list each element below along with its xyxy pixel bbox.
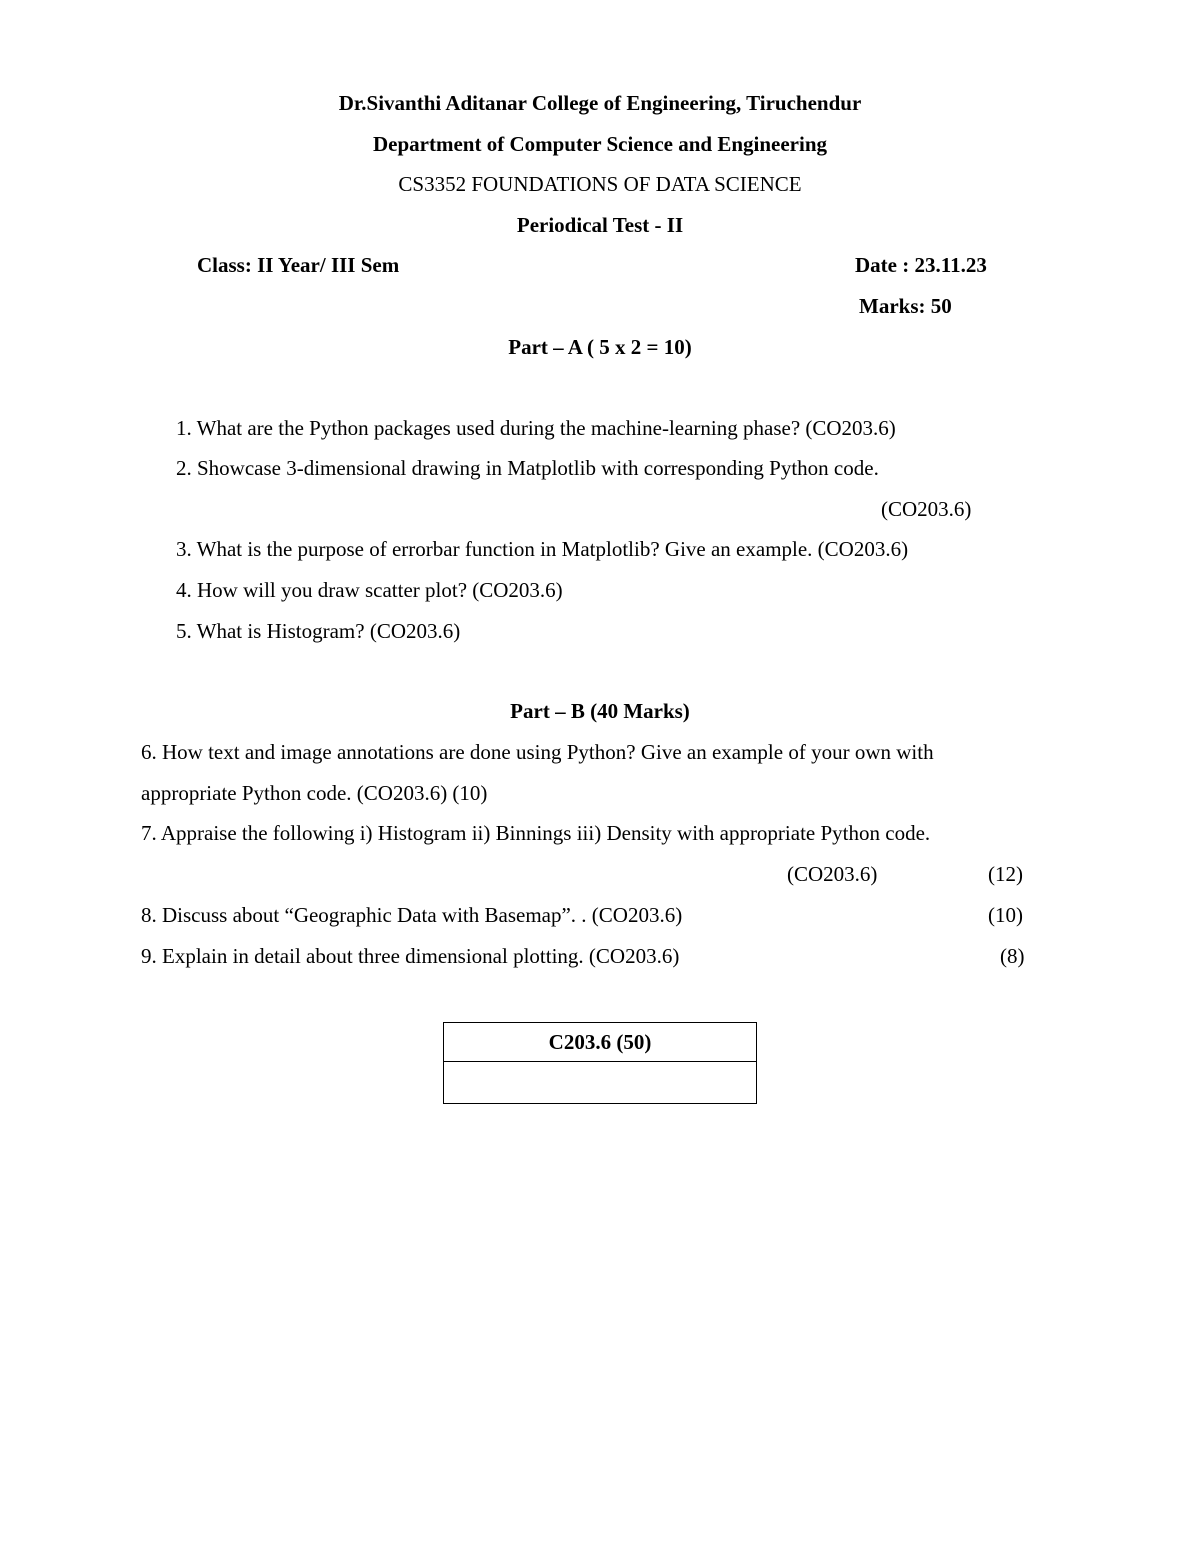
department-name: Department of Computer Science and Engineering <box>373 132 827 156</box>
question-7-line-1: 7. Appraise the following i) Histogram ii) Binnings iii) Density with appropriate Python code. <box>141 821 931 845</box>
exam-date: Date : 23.11.23 <box>855 253 987 277</box>
question-8: 8. Discuss about “Geographic Data with Basemap”. . (CO203.6) <box>141 903 683 927</box>
part-b-title: Part – B (40 Marks) <box>510 699 690 723</box>
co-table-header: C203.6 (50) <box>444 1023 757 1062</box>
question-7-marks: (12) <box>988 862 1023 886</box>
question-6-line-2: appropriate Python code. (CO203.6) (10) <box>141 781 488 805</box>
question-8-marks: (10) <box>988 903 1023 927</box>
question-9-marks: (8) <box>1000 944 1025 968</box>
total-marks: Marks: 50 <box>859 294 952 318</box>
question-3: 3. What is the purpose of errorbar function in Matplotlib? Give an example. (CO203.6) <box>176 537 909 561</box>
class-info: Class: II Year/ III Sem <box>197 253 400 277</box>
question-1: 1. What are the Python packages used during the machine-learning phase? (CO203.6) <box>176 416 896 440</box>
question-6-line-1: 6. How text and image annotations are done using Python? Give an example of your own with <box>141 740 934 764</box>
question-5: 5. What is Histogram? (CO203.6) <box>176 619 461 643</box>
question-2: 2. Showcase 3-dimensional drawing in Matplotlib with corresponding Python code. <box>176 456 879 480</box>
question-7-co: (CO203.6) <box>787 862 878 886</box>
part-a-title: Part – A ( 5 x 2 = 10) <box>508 335 692 359</box>
co-marks-table <box>443 1022 757 1104</box>
question-4: 4. How will you draw scatter plot? (CO203.6) <box>176 578 563 602</box>
question-9: 9. Explain in detail about three dimensional plotting. (CO203.6) <box>141 944 680 968</box>
college-name: Dr.Sivanthi Aditanar College of Engineering, Tiruchendur <box>338 91 862 115</box>
question-2-co: (CO203.6) <box>881 497 972 521</box>
test-title: Periodical Test - II <box>516 213 684 237</box>
course-title: CS3352 FOUNDATIONS OF DATA SCIENCE <box>398 172 802 196</box>
co-table-value <box>444 1062 757 1104</box>
